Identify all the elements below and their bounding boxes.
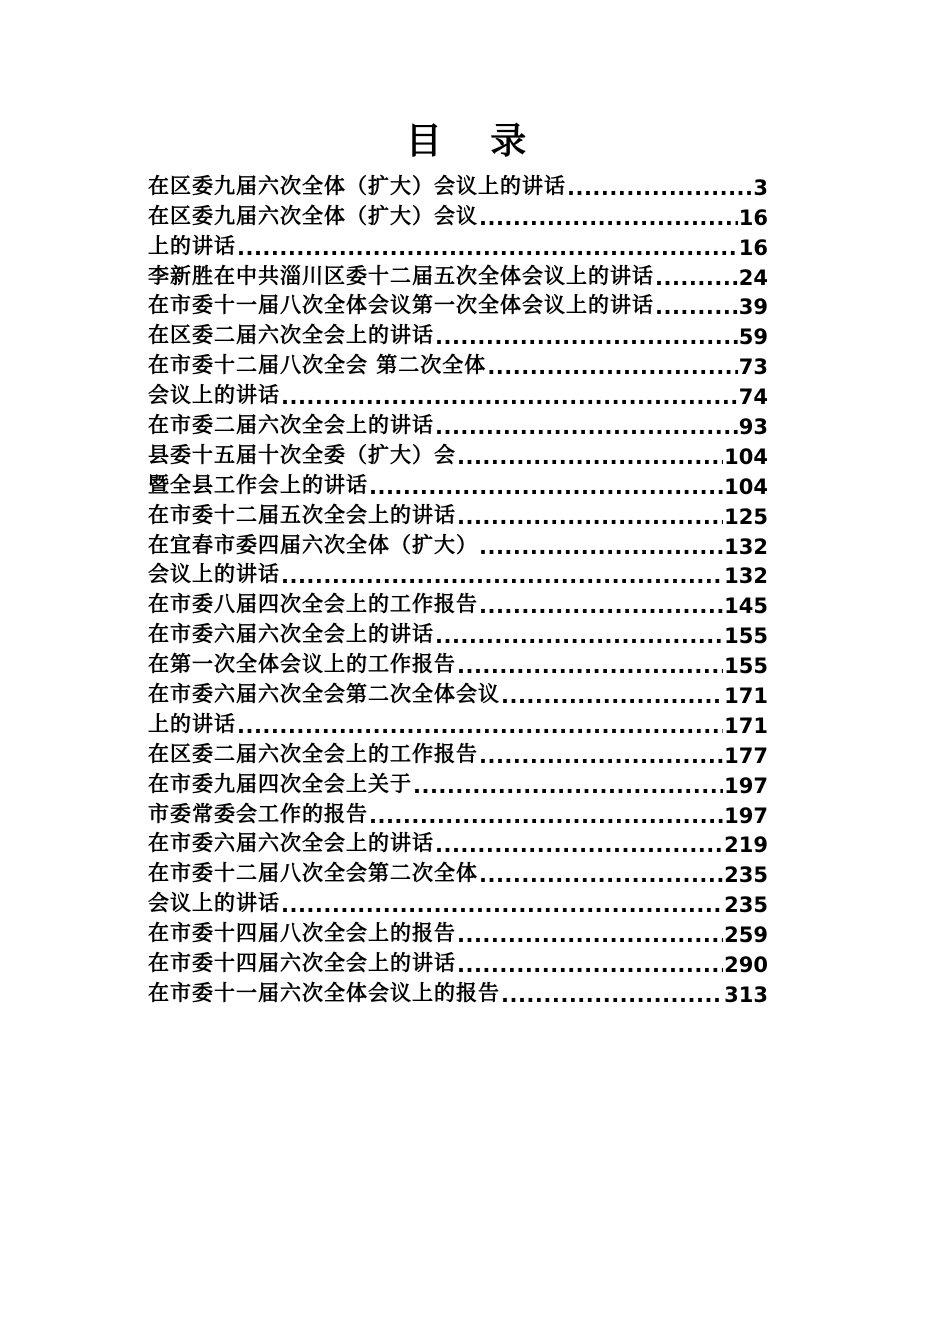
toc-title: 目 录 — [405, 120, 545, 162]
toc-entry-page-number: 93 — [738, 415, 768, 440]
toc-entry-page-number: 313 — [724, 982, 768, 1007]
toc-dot-leader — [435, 415, 738, 439]
toc-dot-leader — [479, 594, 723, 618]
toc-entry-page-number: 197 — [724, 803, 768, 828]
toc-entry[interactable] — [148, 409, 768, 439]
toc-dot-leader — [501, 684, 723, 708]
toc-entry-page-number: 39 — [738, 295, 768, 320]
toc-entry[interactable] — [148, 230, 768, 260]
toc-dot-leader — [487, 355, 737, 379]
toc-entry-title: 在市委六届六次全会上的讲话 — [148, 622, 434, 647]
toc-entry[interactable] — [148, 798, 768, 828]
toc-entry[interactable] — [148, 200, 768, 230]
toc-entry-page-number: 59 — [738, 325, 768, 350]
toc-entry-page-number: 73 — [738, 355, 768, 380]
toc-dot-leader — [457, 923, 723, 947]
toc-entry-page-number: 155 — [724, 624, 768, 649]
toc-entry-title: 在市委十二届五次全会上的讲话 — [148, 502, 456, 527]
toc-entry[interactable] — [148, 977, 768, 1007]
toc-entry-title: 会议上的讲话 — [148, 383, 280, 408]
toc-entry-page-number: 219 — [724, 833, 768, 858]
toc-dot-leader — [479, 863, 723, 887]
toc-entry-page-number: 171 — [724, 713, 768, 738]
toc-dot-leader — [479, 744, 723, 768]
toc-dot-leader — [369, 804, 723, 828]
toc-dot-leader — [457, 505, 723, 529]
toc-entry-page-number: 3 — [753, 175, 768, 200]
toc-dot-leader — [655, 266, 738, 290]
toc-entry-title: 在市委十二届八次全会第二次全体 — [148, 861, 478, 886]
toc-entry-page-number: 145 — [724, 594, 768, 619]
toc-entry[interactable] — [148, 828, 768, 858]
toc-entry-page-number: 74 — [738, 385, 768, 410]
toc-entry-title: 在宜春市委四届六次全体（扩大） — [148, 532, 478, 557]
toc-entry-page-number: 235 — [724, 863, 768, 888]
toc-entry-title: 在市委六届六次全会第二次全体会议 — [148, 682, 500, 707]
toc-entry-title: 在市委十四届六次全会上的讲话 — [148, 951, 456, 976]
toc-dot-leader — [457, 445, 723, 469]
toc-entry-page-number: 290 — [724, 953, 768, 978]
toc-dot-leader — [237, 236, 738, 260]
toc-dot-leader — [567, 176, 752, 200]
toc-entry-page-number: 177 — [724, 743, 768, 768]
toc-entry[interactable] — [148, 678, 768, 708]
toc-entry-title: 县委十五届十次全委（扩大）会 — [148, 442, 456, 467]
toc-entry-page-number: 24 — [738, 265, 768, 290]
toc-entry-page-number: 235 — [724, 893, 768, 918]
toc-entry[interactable] — [148, 319, 768, 349]
toc-entry[interactable] — [148, 768, 768, 798]
toc-entry-page-number: 132 — [724, 564, 768, 589]
toc-entry-page-number: 104 — [724, 474, 768, 499]
toc-entry[interactable] — [148, 618, 768, 648]
toc-dot-leader — [457, 953, 723, 977]
toc-dot-leader — [281, 385, 738, 409]
toc-list — [148, 170, 768, 1007]
toc-entry-title: 在区委二届六次全会上的工作报告 — [148, 741, 478, 766]
toc-entry[interactable] — [148, 529, 768, 559]
toc-entry-title: 在区委九届六次全体（扩大）会议上的讲话 — [148, 173, 566, 198]
toc-entry-title: 市委常委会工作的报告 — [148, 801, 368, 826]
toc-entry-title: 在市委十一届六次全体会议上的报告 — [148, 980, 500, 1005]
toc-dot-leader — [501, 983, 723, 1007]
toc-entry[interactable] — [148, 947, 768, 977]
toc-entry-title: 上的讲话 — [148, 711, 236, 736]
toc-entry-title: 在市委十二届八次全会 第二次全体 — [148, 353, 487, 378]
toc-dot-leader — [413, 774, 723, 798]
toc-entry[interactable] — [148, 499, 768, 529]
toc-entry-title: 上的讲话 — [148, 233, 236, 258]
toc-entry-page-number: 132 — [724, 534, 768, 559]
toc-entry-title: 在市委八届四次全会上的工作报告 — [148, 592, 478, 617]
toc-dot-leader — [435, 624, 723, 648]
toc-dot-leader — [479, 206, 738, 230]
toc-entry[interactable] — [148, 648, 768, 678]
toc-dot-leader — [655, 295, 738, 319]
toc-entry-title: 在区委九届六次全体（扩大）会议 — [148, 203, 478, 228]
toc-entry-page-number: 104 — [724, 444, 768, 469]
toc-entry[interactable] — [148, 260, 768, 290]
toc-entry-title: 会议上的讲话 — [148, 562, 280, 587]
toc-entry-page-number: 125 — [724, 504, 768, 529]
toc-entry-title: 暨全县工作会上的讲话 — [148, 472, 368, 497]
toc-entry-page-number: 171 — [724, 684, 768, 709]
toc-entry-page-number: 16 — [738, 205, 768, 230]
toc-entry-title: 在市委二届六次全会上的讲话 — [148, 413, 434, 438]
toc-entry-page-number: 155 — [724, 654, 768, 679]
toc-entry-title: 在市委九届四次全会上关于 — [148, 771, 412, 796]
toc-entry[interactable] — [148, 887, 768, 917]
toc-entry[interactable] — [148, 588, 768, 618]
toc-entry-title: 在区委二届六次全会上的讲话 — [148, 323, 434, 348]
toc-entry[interactable] — [148, 917, 768, 947]
toc-dot-leader — [457, 654, 723, 678]
toc-entry-title: 在市委十一届八次全体会议第一次全体会议上的讲话 — [148, 293, 654, 318]
toc-dot-leader — [281, 893, 723, 917]
toc-dot-leader — [281, 564, 723, 588]
toc-entry-page-number: 16 — [738, 235, 768, 260]
toc-entry-title: 在市委十四届八次全会上的报告 — [148, 921, 456, 946]
toc-entry[interactable] — [148, 379, 768, 409]
toc-entry-title: 会议上的讲话 — [148, 891, 280, 916]
toc-dot-leader — [237, 714, 723, 738]
toc-entry[interactable] — [148, 857, 768, 887]
toc-entry[interactable] — [148, 290, 768, 320]
toc-entry-title: 在市委六届六次全会上的讲话 — [148, 831, 434, 856]
toc-entry-title: 在第一次全体会议上的工作报告 — [148, 652, 456, 677]
toc-entry-title: 李新胜在中共淄川区委十二届五次全体会议上的讲话 — [148, 263, 654, 288]
toc-dot-leader — [369, 475, 723, 499]
toc-entry[interactable] — [148, 738, 768, 768]
toc-entry-page-number: 197 — [724, 773, 768, 798]
toc-entry[interactable] — [148, 559, 768, 589]
toc-dot-leader — [435, 833, 723, 857]
toc-entry-page-number: 259 — [724, 923, 768, 948]
toc-dot-leader — [435, 325, 738, 349]
toc-entry[interactable] — [148, 469, 768, 499]
toc-dot-leader — [479, 535, 723, 559]
toc-entry[interactable] — [148, 708, 768, 738]
toc-entry[interactable] — [148, 349, 768, 379]
toc-entry[interactable] — [148, 170, 768, 200]
toc-entry[interactable] — [148, 439, 768, 469]
